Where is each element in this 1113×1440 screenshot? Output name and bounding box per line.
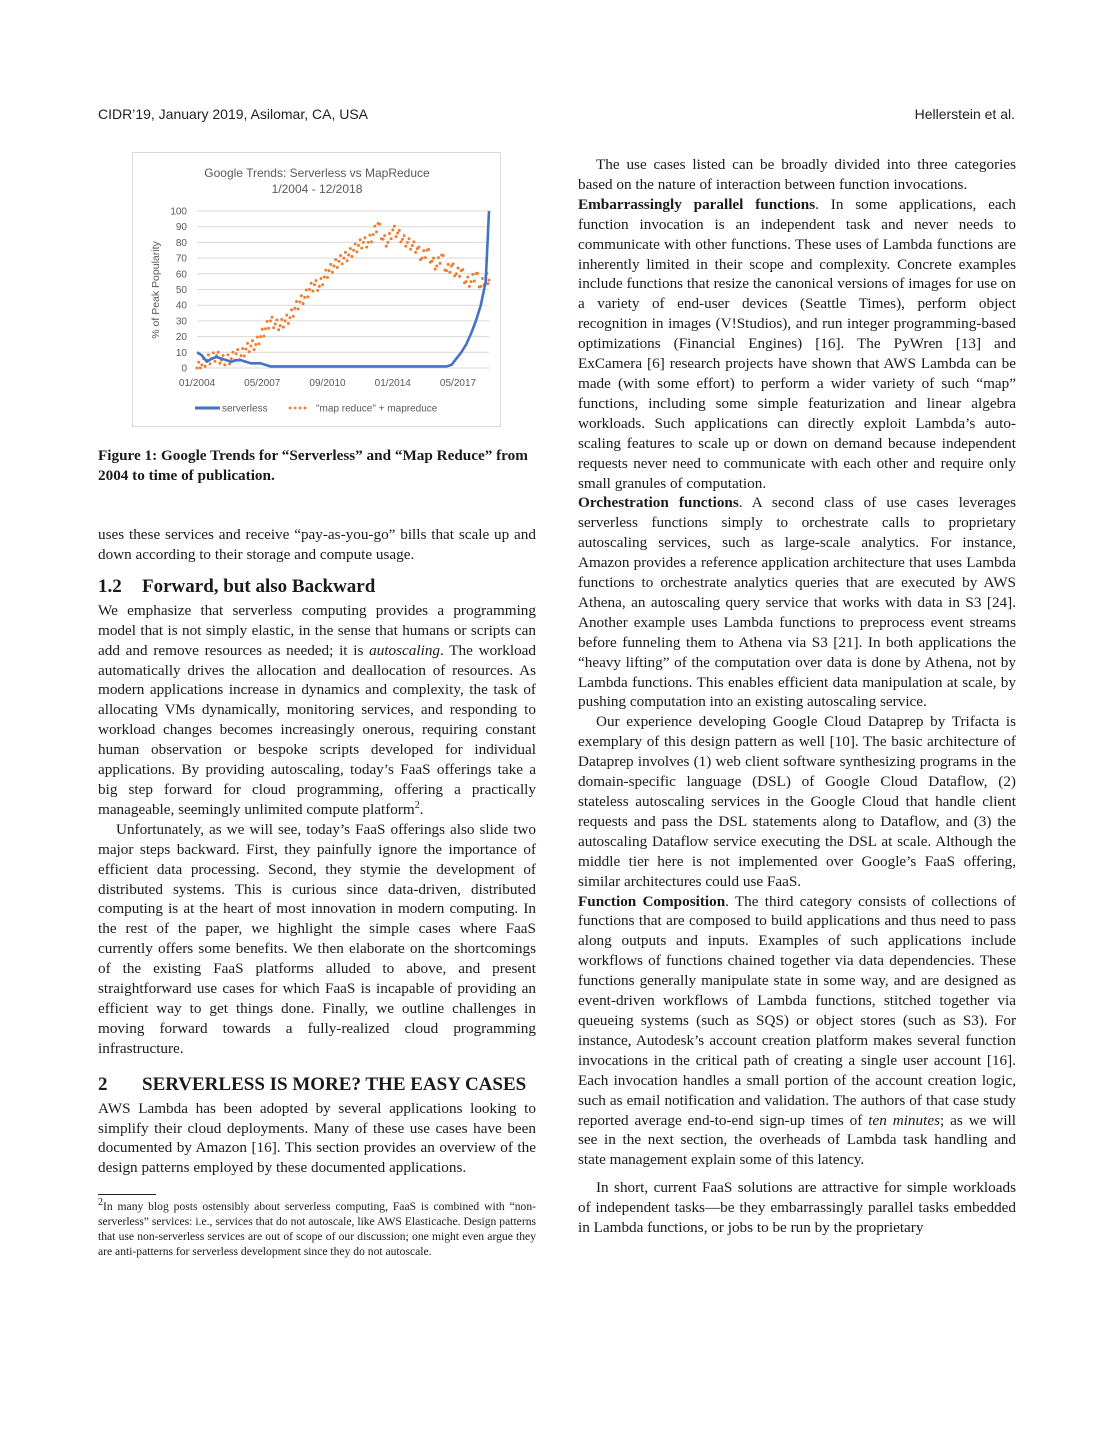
paragraph: Function Composition. The third category consists of collections of functions that are composed to build applications and thus need to pass along outputs and inputs. Examples of such applications include workflows of functions chained together via data dependencies. These functions generally manipulate state in some way, and are designed as event-driven workflows of Lambda functions, stitched together via queueing systems (such as SQS) or object stores (such as S3). For instance, Autodesk’s account creation platform makes several function invocations in the critical path of creating a single user account [16]. Each invocation handles a small portion of the account creation logic, such as email notification and validation. The authors of that case study reported average end-to-end sign-up times of ten minutes; as we will see in the next section, the overheads of Lambda task handling and state management explain some of this latency. bbox=[578, 892, 1016, 1169]
mapreduce-point bbox=[321, 283, 324, 286]
mapreduce-point bbox=[269, 319, 272, 322]
mapreduce-point bbox=[261, 328, 264, 331]
mapreduce-point bbox=[372, 233, 375, 236]
paragraph: Our experience developing Google Cloud Dataprep by Trifacta is exemplary of this design pattern as well [10]. The basic architecture of Dataprep involves (1) web client software synthesizing programs in the domain-specific language (DSL) of Google Cloud Dataflow, (2) stateless autoscaling services in the Google Cloud that handle client requests and pass the DSL statements along to Dataflow, and (3) the autoscaling Dataflow service executing the DSL at scale. Although the middle tier here is not implemented over Google’s FaaS offering, similar architectures could use FaaS. bbox=[578, 713, 1016, 890]
right-column bbox=[578, 155, 1016, 1238]
mapreduce-point bbox=[284, 319, 287, 322]
mapreduce-point bbox=[401, 238, 404, 241]
y-tick-label: 100 bbox=[170, 206, 187, 218]
mapreduce-point bbox=[465, 280, 468, 283]
paragraph-label: Orchestration functions bbox=[578, 494, 739, 512]
mapreduce-point bbox=[302, 302, 305, 305]
mapreduce-point bbox=[442, 254, 445, 257]
mapreduce-point bbox=[396, 231, 399, 234]
mapreduce-point bbox=[409, 248, 412, 251]
y-tick-label: 70 bbox=[175, 253, 187, 265]
mapreduce-point bbox=[279, 324, 282, 327]
mapreduce-point bbox=[306, 295, 309, 298]
mapreduce-point bbox=[466, 275, 469, 278]
mapreduce-point bbox=[262, 335, 265, 338]
y-tick-label: 90 bbox=[175, 222, 187, 234]
mapreduce-point bbox=[362, 241, 365, 244]
running-header-venue: CIDR’19, January 2019, Asilomar, CA, USA bbox=[98, 106, 369, 122]
mapreduce-point bbox=[251, 339, 254, 342]
mapreduce-point bbox=[439, 262, 442, 265]
mapreduce-point bbox=[398, 229, 401, 232]
mapreduce-point bbox=[223, 363, 226, 366]
mapreduce-point bbox=[272, 326, 275, 329]
mapreduce-point bbox=[196, 367, 199, 370]
mapreduce-point bbox=[481, 277, 484, 280]
mapreduce-point bbox=[352, 249, 355, 252]
mapreduce-point bbox=[326, 276, 329, 279]
mapreduce-point bbox=[274, 323, 277, 326]
chart-svg bbox=[133, 153, 500, 426]
mapreduce-point bbox=[386, 241, 389, 244]
mapreduce-point bbox=[293, 307, 296, 310]
y-tick-label: 20 bbox=[175, 332, 187, 344]
mapreduce-point bbox=[241, 347, 244, 350]
mapreduce-point bbox=[236, 348, 239, 351]
chart-subtitle: 1/2004 - 12/2018 bbox=[271, 182, 363, 196]
y-tick-labels bbox=[170, 207, 187, 375]
mapreduce-point bbox=[370, 240, 373, 243]
x-tick-labels bbox=[179, 378, 477, 389]
mapreduce-point bbox=[240, 354, 243, 357]
paragraph: Orchestration functions. A second class of use cases leverages serverless functions simply to orchestrate calls to proprietary autoscaling services, such as large-scale analytics. For instance, Amazon provides a reference application architecture that uses Lambda functions to orchestrate analytics queries that are executed by AWS Athena, an autoscaling query service that works with data in S3 [24]. Another example uses Lambda functions to preprocess event streams before funneling them to Athena via S3 [21]. In both applications the “heavy lifting” of the computation over data is done by Athena, not by Lambda functions. This enables efficient data manipulation at scale, by pushing computation into an existing autoscaling service. bbox=[578, 494, 1017, 711]
section-title: Forward, but also Backward bbox=[142, 575, 376, 597]
legend-serverless-label: serverless bbox=[222, 403, 268, 415]
y-tick-label: 30 bbox=[175, 316, 187, 328]
mapreduce-point bbox=[378, 223, 381, 226]
mapreduce-point bbox=[486, 282, 489, 285]
series-mapreduce bbox=[196, 222, 491, 369]
mapreduce-point bbox=[476, 272, 479, 275]
series-serverless bbox=[197, 211, 489, 366]
mapreduce-point bbox=[222, 354, 225, 357]
mapreduce-point bbox=[385, 245, 388, 248]
mapreduce-point bbox=[254, 343, 257, 346]
mapreduce-point bbox=[458, 275, 461, 278]
mapreduce-point bbox=[297, 307, 300, 310]
mapreduce-point bbox=[318, 285, 321, 288]
mapreduce-point bbox=[331, 271, 334, 274]
footnote-rule bbox=[98, 1194, 156, 1195]
mapreduce-point bbox=[375, 230, 378, 233]
mapreduce-point bbox=[287, 322, 290, 325]
mapreduce-point bbox=[213, 360, 216, 363]
mapreduce-point bbox=[435, 264, 438, 267]
mapreduce-point bbox=[264, 327, 267, 330]
mapreduce-point bbox=[388, 232, 391, 235]
mapreduce-point bbox=[235, 352, 238, 355]
mapreduce-point bbox=[275, 318, 278, 321]
mapreduce-point bbox=[243, 354, 246, 357]
chart-legend bbox=[195, 404, 438, 415]
mapreduce-point bbox=[259, 335, 262, 338]
mapreduce-point bbox=[267, 327, 270, 330]
mapreduce-point bbox=[365, 246, 368, 249]
mapreduce-point bbox=[253, 348, 256, 351]
mapreduce-point bbox=[424, 256, 427, 259]
mapreduce-point bbox=[434, 268, 437, 271]
mapreduce-point bbox=[249, 345, 252, 348]
mapreduce-point bbox=[364, 236, 367, 239]
mapreduce-point bbox=[288, 316, 291, 319]
footnote: $^2$In many blog posts ostensibly about serverless computing, FaaS is combined with “non-serverless” services: i.e., services that do not autoscale, like AWS Elasticache. Design patterns that use non-serverless services are out of scope of our discussion; one might even argue they are anti-patterns for serverless development since they do not autoscale. bbox=[98, 1197, 536, 1259]
mapreduce-point bbox=[468, 285, 471, 288]
section-heading-1-2 bbox=[98, 575, 536, 599]
mapreduce-point bbox=[244, 348, 247, 351]
x-tick-label: 01/2014 bbox=[374, 378, 411, 389]
mapreduce-point bbox=[230, 357, 233, 360]
mapreduce-point bbox=[212, 351, 215, 354]
mapreduce-point bbox=[231, 351, 234, 354]
mapreduce-point bbox=[473, 280, 476, 283]
mapreduce-point bbox=[347, 253, 350, 256]
mapreduce-point bbox=[266, 320, 269, 323]
mapreduce-point bbox=[256, 336, 259, 339]
mapreduce-point bbox=[199, 367, 202, 370]
y-tick-label: 0 bbox=[181, 363, 187, 375]
mapreduce-point bbox=[339, 254, 342, 257]
section-heading-2 bbox=[98, 1073, 536, 1097]
mapreduce-point bbox=[452, 262, 455, 265]
mapreduce-point bbox=[373, 225, 376, 228]
mapreduce-point bbox=[285, 314, 288, 317]
mapreduce-point bbox=[471, 273, 474, 276]
mapreduce-point bbox=[246, 342, 249, 345]
mapreduce-point bbox=[226, 353, 229, 356]
mapreduce-point bbox=[448, 271, 451, 274]
mapreduce-point bbox=[391, 228, 394, 231]
mapreduce-point bbox=[290, 308, 293, 311]
running-header-authors: Hellerstein et al. bbox=[914, 106, 1015, 122]
section-number: 2 bbox=[98, 1073, 108, 1095]
mapreduce-point bbox=[430, 260, 433, 263]
paragraph: AWS Lambda has been adopted by several applications looking to simplify their cloud deployments. Many of these use cases have been documented by Amazon [16]. This section provides an overview of the design patterns employed by these documented applications. bbox=[98, 1099, 536, 1177]
mapreduce-point bbox=[412, 240, 415, 243]
gridlines bbox=[197, 211, 489, 368]
mapreduce-point bbox=[411, 244, 414, 247]
figure-caption: Figure 1: Google Trends for “Serverless” and “Map Reduce” from 2004 to time of publication. bbox=[98, 447, 528, 484]
y-tick-label: 10 bbox=[175, 347, 187, 359]
mapreduce-point bbox=[342, 257, 345, 260]
paragraph: Embarrassingly parallel functions. In some applications, each function invocation is an independent task and never needs to communicate with other functions. These uses of Lambda functions are inherently limited in their scope and complexity. Concrete examples include functions that resize the canonical versions of images for use on a variety of end-user devices (Seattle Times), perform object recognition in images (V!Studios), and run integer programming-based optimizations (Financial Engines) [16]. The PyWren [13] and ExCamera [6] research projects have shown that AWS Lambda can be made (with some effort) to perform a wider variety of such “map” functions, including some simple featurization and linear algebra workloads. Such applications can directly exploit Lambda’s auto-scaling features to scale up or down on demand because independent requests never need to communicate with each other and require only small granules of computation. bbox=[578, 195, 1016, 492]
mapreduce-point bbox=[437, 256, 440, 259]
mapreduce-point bbox=[421, 257, 424, 260]
mapreduce-point bbox=[403, 234, 406, 237]
mapreduce-point bbox=[461, 268, 464, 271]
mapreduce-point bbox=[257, 342, 260, 345]
mapreduce-point bbox=[447, 263, 450, 266]
mapreduce-point bbox=[349, 247, 352, 250]
paragraph: The use cases listed can be broadly divided into three categories based on the nature of interaction between function invocations. bbox=[578, 156, 1016, 193]
mapreduce-point bbox=[360, 247, 363, 250]
paragraph-label: Embarrassingly parallel functions bbox=[578, 195, 816, 213]
x-tick-label: 05/2017 bbox=[439, 378, 477, 389]
paragraph: We emphasize that serverless computing provides a programming model that is not simply elastic, in the sense that humans or scripts can add and remove resources as needed; it is autoscaling. The workload automatically drives the allocation and deallocation of resources. As modern applications increase in dynamics and complexity, the task of allocating VMs dynamically, monitoring services, and responding to workload changes becomes increasingly onerous, requiring constant human observation or bespoke scripts developed for individual applications. By providing autoscaling, today’s FaaS offerings take a big step forward for cloud programming, offering a practically manageable, seemingly unlimited compute platform$^2$. bbox=[98, 601, 536, 818]
mapreduce-point bbox=[316, 289, 319, 292]
legend-mapreduce-label: "map reduce" + mapreduce bbox=[316, 403, 438, 415]
mapreduce-point bbox=[303, 296, 306, 299]
mapreduce-point bbox=[427, 248, 430, 251]
mapreduce-point bbox=[393, 225, 396, 228]
mapreduce-point bbox=[350, 255, 353, 258]
mapreduce-point bbox=[383, 234, 386, 237]
footnote-ref[interactable]: 2 bbox=[414, 799, 420, 811]
mapreduce-point bbox=[390, 237, 393, 240]
mapreduce-point bbox=[367, 241, 370, 244]
mapreduce-point bbox=[328, 269, 331, 272]
mapreduce-point bbox=[277, 328, 280, 331]
mapreduce-point bbox=[217, 351, 220, 354]
mapreduce-point bbox=[417, 246, 420, 249]
mapreduce-point bbox=[305, 289, 308, 292]
mapreduce-point bbox=[197, 361, 200, 364]
mapreduce-point bbox=[334, 258, 337, 261]
left-column bbox=[98, 525, 536, 1259]
mapreduce-point bbox=[209, 362, 212, 365]
chart-title: Google Trends: Serverless vs MapReduce bbox=[204, 166, 430, 180]
mapreduce-point bbox=[308, 288, 311, 291]
mapreduce-point bbox=[337, 260, 340, 263]
mapreduce-point bbox=[200, 363, 203, 366]
x-tick-label: 01/2004 bbox=[178, 378, 216, 389]
y-tick-label: 50 bbox=[175, 285, 187, 296]
y-tick-label: 80 bbox=[175, 237, 187, 249]
paragraph: uses these services and receive “pay-as-you-go” bills that scale up and down according to their storage and compute usage. bbox=[98, 526, 536, 563]
y-tick-label: 60 bbox=[175, 269, 187, 281]
mapreduce-point bbox=[329, 263, 332, 266]
mapreduce-point bbox=[282, 326, 285, 329]
paragraph: Unfortunately, as we will see, today’s FaaS offerings also slide two major steps backward. First, they painfully ignore the importance of efficient data processing. Second, they stymie the development of distributed systems. This is curious since data-driven, distributed computing is at the heart of most innovation in modern computing. In the rest of the paper, we highlight the simple cases where FaaS currently offers some benefits. We then elaborate on the shortcomings of the existing FaaS platforms alluded to above, and present straightforward use cases for which FaaS is incapable of providing an efficient way to get things done. Finally, we outline challenges in moving forward towards a fully-realized cloud programming infrastructure. bbox=[98, 820, 536, 1057]
x-tick-label: 09/2010 bbox=[309, 378, 346, 389]
mapreduce-point bbox=[218, 362, 221, 365]
mapreduce-point bbox=[310, 282, 313, 285]
legend-mapreduce-swatch bbox=[289, 407, 307, 410]
serverless-line bbox=[197, 211, 489, 366]
mapreduce-point bbox=[311, 290, 314, 293]
mapreduce-point bbox=[488, 279, 491, 282]
mapreduce-point bbox=[323, 275, 326, 278]
y-axis-label: % of Peak Popularity bbox=[150, 241, 162, 339]
mapreduce-point bbox=[422, 249, 425, 252]
mapreduce-point bbox=[404, 245, 407, 248]
mapreduce-point bbox=[399, 240, 402, 243]
mapreduce-point bbox=[341, 262, 344, 265]
section-title: SERVERLESS IS MORE? THE EASY CASES bbox=[142, 1073, 527, 1095]
mapreduce-point bbox=[271, 316, 274, 319]
mapreduce-point bbox=[333, 264, 336, 267]
mapreduce-point bbox=[479, 285, 482, 288]
mapreduce-point bbox=[408, 237, 411, 240]
mapreduce-point bbox=[414, 251, 417, 254]
mapreduce-point bbox=[445, 269, 448, 272]
mapreduce-point bbox=[344, 251, 347, 254]
mapreduce-point bbox=[346, 259, 349, 262]
mapreduce-point bbox=[395, 235, 398, 238]
y-tick-label: 40 bbox=[175, 300, 187, 312]
mapreduce-point bbox=[248, 350, 251, 353]
mapreduce-point bbox=[354, 242, 357, 245]
mapreduce-point bbox=[357, 244, 360, 247]
mapreduce-point bbox=[457, 267, 460, 270]
paragraph: In short, current FaaS solutions are attractive for simple workloads of independent tasks—be they embarrassingly parallel tasks embedded in Lambda functions, or jobs to be run by the proprietary bbox=[578, 1179, 1016, 1237]
figure-1-chart bbox=[132, 152, 501, 427]
mapreduce-point bbox=[313, 283, 316, 286]
mapreduce-point bbox=[381, 238, 384, 241]
section-number: 1.2 bbox=[98, 575, 122, 597]
mapreduce-point bbox=[204, 365, 207, 368]
paragraph-label: Function Composition bbox=[578, 892, 726, 910]
mapreduce-point bbox=[300, 294, 303, 297]
mapreduce-point bbox=[292, 315, 295, 318]
mapreduce-point bbox=[359, 238, 362, 241]
mapreduce-point bbox=[455, 272, 458, 275]
mapreduce-point bbox=[280, 318, 283, 321]
mapreduce-point bbox=[470, 280, 473, 283]
mapreduce-point bbox=[368, 234, 371, 237]
mapreduce-point bbox=[432, 257, 435, 260]
mapreduce-point bbox=[207, 353, 210, 356]
mapreduce-point bbox=[324, 269, 327, 272]
x-tick-label: 05/2007 bbox=[244, 378, 281, 389]
mapreduce-point bbox=[336, 266, 339, 269]
mapreduce-point bbox=[295, 300, 298, 303]
mapreduce-point bbox=[406, 241, 409, 244]
mapreduce-point bbox=[355, 250, 358, 253]
mapreduce-point bbox=[298, 301, 301, 304]
mapreduce-point bbox=[319, 277, 322, 280]
mapreduce-point bbox=[315, 279, 318, 282]
